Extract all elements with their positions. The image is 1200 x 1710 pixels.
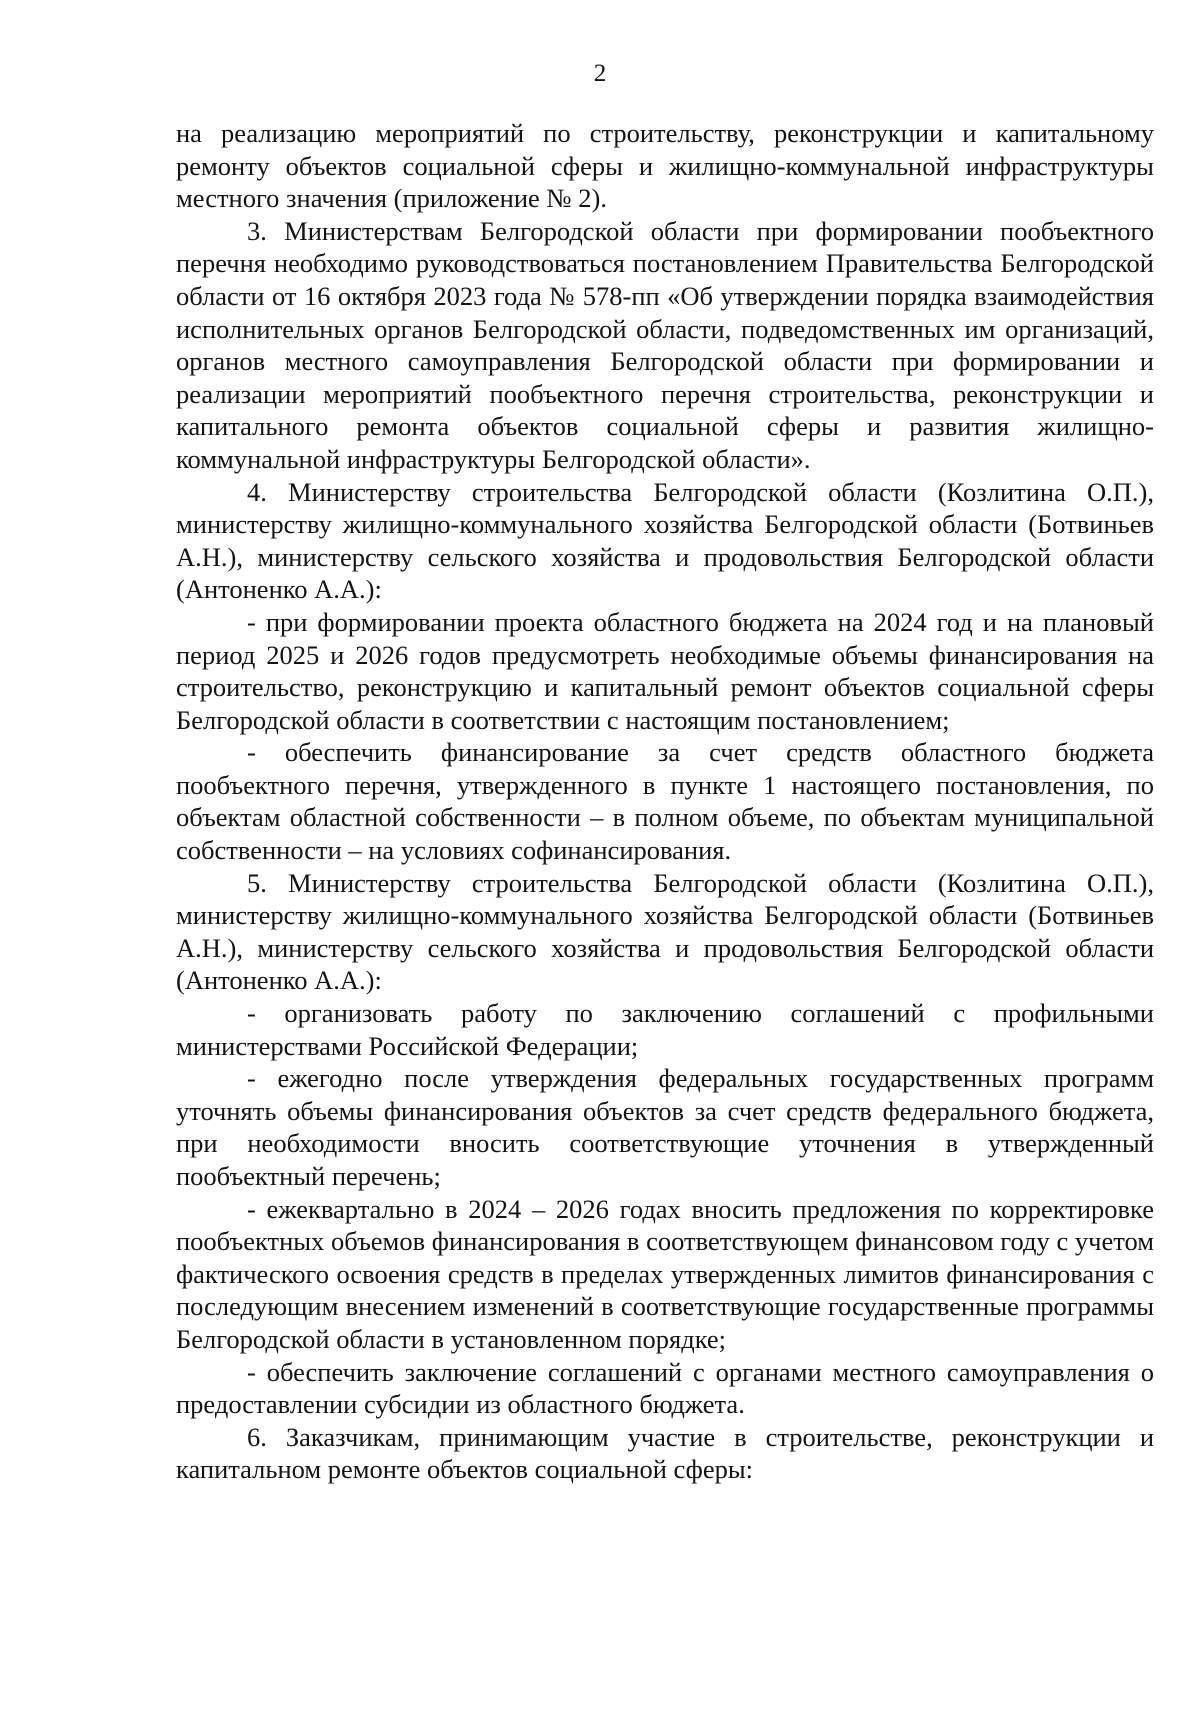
paragraph-item-3: 3. Министерствам Белгородской области при формировании пообъектного перечня необходимо руководствоваться постановлением Правительства Белгородской области от 16 октября 2023 года № 578-пп «Об утверждении порядка взаимодействия исполнительных органов Белгородской области, подведомственных им организаций, органов местного самоуправления Белгородской области при формировании и реализации мероприятий пообъектного перечня строительства, реконструкции и капитального ремонта объектов социальной сферы и развития жилищно-коммунальной инфраструктуры Белгородской области». <box>176 215 1154 474</box>
paragraph-item-6: 6. Заказчикам, принимающим участие в строительстве, реконструкции и капитальном ремонте объектов социальной сферы: <box>176 1421 1154 1485</box>
page-number: 2 <box>593 60 607 87</box>
paragraph-item-5: 5. Министерству строительства Белгородской области (Козлитина О.П.), министерству жилищно-коммунального хозяйства Белгородской области (Ботвиньев А.Н.), министерству сельского хозяйства и продовольствия Белгородской области (Антоненко А.А.): <box>176 867 1154 996</box>
paragraph-item-5-bullet-1: - организовать работу по заключению соглашений с профильными министерствами Российской Федерации; <box>176 998 1154 1061</box>
paragraph-item-5-bullet-4: - обеспечить заключение соглашений с органами местного самоуправления о предоставлении субсидии из областного бюджета. <box>176 1356 1154 1420</box>
paragraph-item-5-bullet-2: - ежегодно после утверждения федеральных государственных программ уточнять объемы финансирования объектов за счет средств федерального бюджета, при необходимости вносить соответствующие уточнения в утвержденный пообъектный перечень; <box>176 1063 1154 1191</box>
paragraph-item-4: 4. Министерству строительства Белгородской области (Козлитина О.П.), министерству жилищно-коммунального хозяйства Белгородской области (Ботвиньев А.Н.), министерству сельского хозяйства и продовольствия Белгородской области (Антоненко А.А.): <box>176 476 1154 605</box>
paragraph-item-4-bullet-2: - обеспечить финансирование за счет средств областного бюджета пообъектного перечня, утвержденного в пункте 1 настоящего постановления, по объектам областной собственности – в полном объеме, по объектам муниципальной собственности – на условиях софинансирования. <box>176 737 1154 866</box>
paragraph-item-5-bullet-3: - ежеквартально в 2024 – 2026 годах вносить предложения по корректировке пообъектных объемов финансирования в соответствующем финансовом году с учетом фактического освоения средств в пределах утвержденных лимитов финансирования с последующим внесением изменений в соответствующие государственные программы Белгородской области в установленном порядке; <box>176 1193 1154 1354</box>
paragraph-continuation: на реализацию мероприятий по строительству, реконструкции и капитальному ремонту объектов социальной сферы и жилищно-коммунальной инфраструктуры местного значения (приложение № 2). <box>176 118 1154 214</box>
paragraph-item-4-bullet-1: - при формировании проекта областного бюджета на 2024 год и на плановый период 2025 и 2026 годов предусмотреть необходимые объемы финансирования на строительство, реконструкцию и капитальный ремонт объектов социальной сферы Белгородской области в соответствии с настоящим постановлением; <box>176 606 1154 735</box>
document-body <box>176 117 1154 1486</box>
